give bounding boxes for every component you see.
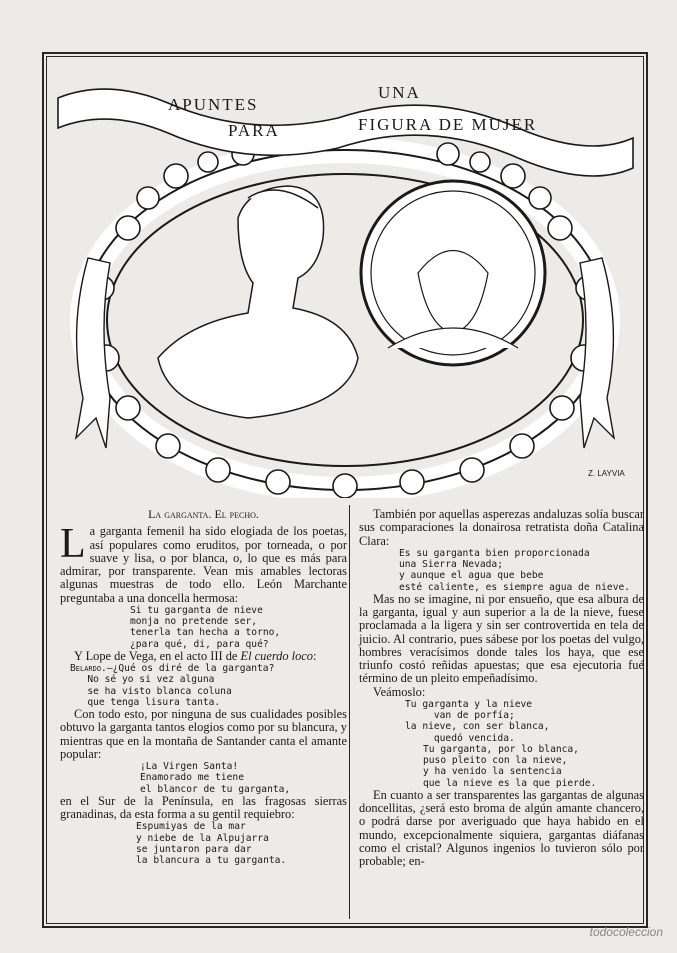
verse-alpujarra: Espumiyas de la mar y niebe de la Alpujarra se juntaron para dar la blancura a tu garganta. xyxy=(136,821,287,866)
verse-catalina: Es su garganta bien proporcionada una Sierra Nevada; y aunque el agua que bebe esté caliente, es siempre agua de nieve. xyxy=(399,547,631,593)
verse-pleito: Tu garganta, por lo blanca, puso pleito con la nieve, y ha venido la sentencia que la nieve es la que pierde. xyxy=(423,743,597,789)
left-paragraph-4: en el Sur de la Península, en las fragosas sierras granadinas, da esta forma a su gentil requiebro: xyxy=(60,793,347,822)
right-column xyxy=(359,508,644,868)
header-illustration xyxy=(48,58,642,498)
oval-mirror xyxy=(361,181,545,365)
banner-line1-right: UNA xyxy=(378,83,421,102)
verse-porfia: Tu garganta y la nieve van de porfía; la nieve, con ser blanca, quedó vencida. xyxy=(405,699,550,744)
drop-cap: L xyxy=(60,521,86,568)
artist-signature: Z. LAYVIA xyxy=(588,469,625,478)
site-watermark: todocoleccion xyxy=(589,925,663,939)
left-paragraph-1: La garganta femenil ha sido elogiada de los poetas, así populares como eruditos, por torneada, o por suave y lisa, o por blanca, o, lo que es más para admirar, por transparente. Vean mis amables lectoras algunas muestras de todo ello. León Marchante preguntaba a una doncella hermosa: xyxy=(60,521,347,605)
banner-line1-left: APUNTES xyxy=(168,95,259,114)
right-paragraph-4: En cuanto a ser transparentes las gargantas de algunas doncellitas, ¿será esto broma de algún amante chancero, o podrá darse por averiguado que haya habido en el mundo, excepcionalmente siquiera, gargantas diáfanas como el cristal? Algunos ingenios lo tuvieron sólo por probable; en- xyxy=(359,787,644,869)
left-paragraph-2: Y Lope de Vega, en el acto III de El cuerdo loco: xyxy=(74,648,317,663)
woman-figure xyxy=(158,186,358,418)
banner-line2-right: FIGURA DE MUJER xyxy=(358,115,538,134)
column-divider xyxy=(349,505,350,919)
right-paragraph-3: Veámoslo: xyxy=(373,684,426,699)
verse-lope: Belardo.—¿Qué os diré de la garganta? No sé yo si vez alguna se ha visto blanca coluna que tenga lisura tanta. xyxy=(70,663,275,708)
verse-marchante: Si tu garganta de nieve monja no pretende ser, tenerla tan hecha a torno, ¿para qué, di, para qué? xyxy=(130,605,281,650)
left-column xyxy=(60,508,347,866)
verse-santander: ¡La Virgen Santa! Enamorado me tiene el blancor de tu garganta, xyxy=(140,761,291,795)
left-paragraph-3: Con todo esto, por ninguna de sus cualidades posibles obtuvo la garganta tantos elogios como por su blancura, y mientras que en la montaña de Santander canta el amante popular: xyxy=(60,707,347,761)
banner-line2-left: PARA xyxy=(228,121,280,140)
right-paragraph-2: Mas no se imagine, ni por ensueño, que esa albura de la garganta, igual y aun superior a la de la nieve, fuese proclamada a la ligera y sin ser controvertida en tela de juicio. Al contrario, pues sábese por los poetas del vulgo, hombres veracísimos donde tales los haya, que ese triunfo costó reñidas apuestas; que esa ejecutoria fué término de un pleito empeñadísimo. xyxy=(359,591,644,686)
section-heading: La garganta. El pecho. xyxy=(148,507,259,521)
right-paragraph-1: También por aquellas asperezas andaluzas solía buscar sus comparaciones la donairosa retratista doña Catalina Clara: xyxy=(359,507,644,548)
